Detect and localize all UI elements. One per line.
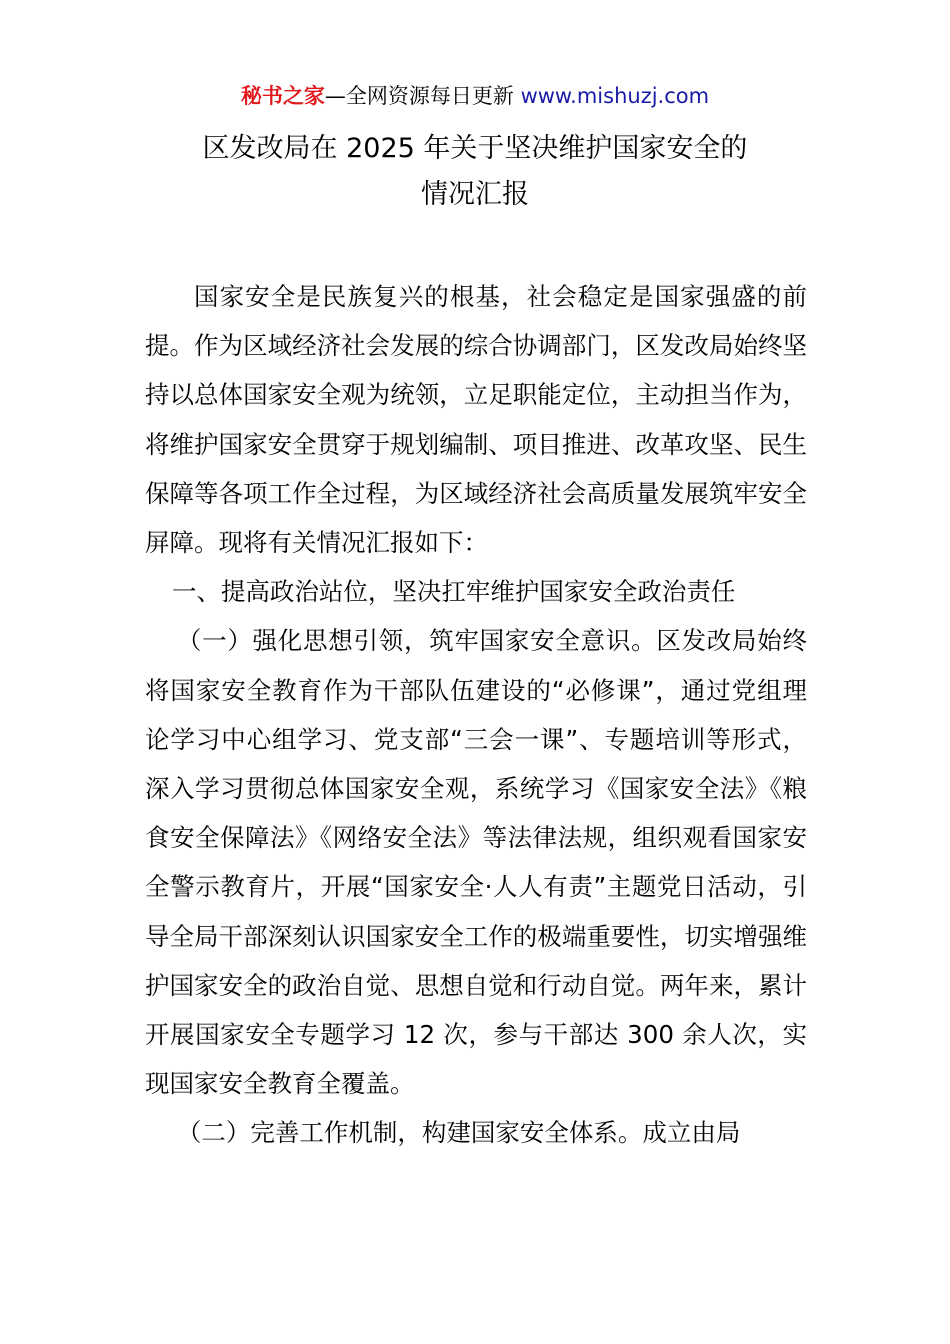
document-title-line-1: 区发改局在 2025 年关于坚决维护国家安全的 <box>202 133 748 164</box>
site-header <box>0 80 950 112</box>
document-title-line-2: 情况汇报 <box>421 179 529 210</box>
subsection-paragraph-1: （一）强化思想引领，筑牢国家安全意识。区发改局始终将国家安全教育作为干部队伍建设的“必修课”，通过党组理论学习中心组学习、党支部“三会一课”、专题培训等形式，深入学习贯彻总体国家安全观，系统学习《国家安全法》《粮食安全保障法》《网络安全法》等法律法规，组织观看国家安全警示教育片，开展“国家安全·人人有责”主题党日活动，引导全局干部深刻认识国家安全工作的极端重要性，切实增强维护国家安全的政治自觉、思想自觉和行动自觉。两年来，累计开展国家安全专题学习 12 次，参与干部达 300 余人次，实现国家安全教育全覆盖。 <box>145 626 807 1099</box>
intro-paragraph: 国家安全是民族复兴的根基，社会稳定是国家强盛的前提。作为区域经济社会发展的综合协调部门，区发改局始终坚持以总体国家安全观为统领，立足职能定位，主动担当作为，将维护国家安全贯穿于规划编制、项目推进、改革攻坚、民生保障等各项工作全过程，为区域经济社会高质量发展筑牢安全屏障。现将有关情况汇报如下： <box>145 282 807 558</box>
section-heading-1: 一、提高政治站位，坚决扛牢维护国家安全政治责任 <box>171 577 736 607</box>
document-title <box>145 126 805 218</box>
document-body <box>145 272 807 1158</box>
site-url-link[interactable]: www.mishuzj.com <box>520 84 710 108</box>
site-name: 秘书之家 <box>240 84 325 108</box>
site-tagline: —全网资源每日更新 <box>324 84 514 108</box>
subsection-paragraph-2: （二）完善工作机制，构建国家安全体系。成立由局 <box>176 1118 741 1148</box>
